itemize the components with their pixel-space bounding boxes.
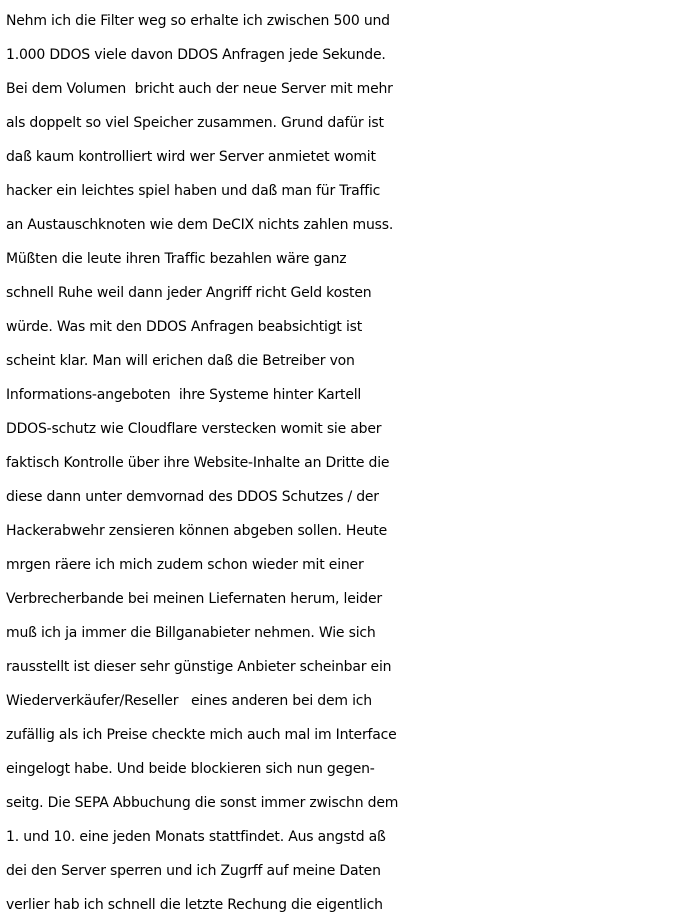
text-line: Bei dem Volumen bricht auch der neue Server mit mehr: [6, 81, 393, 97]
text-line: daß kaum kontrolliert wird wer Server anmietet womit: [6, 149, 376, 165]
text-line: Verbrecherbande bei meinen Liefernaten herum, leider: [6, 591, 382, 607]
text-line: Müßten die leute ihren Traffic bezahlen wäre ganz: [6, 251, 347, 267]
text-line: rausstellt ist dieser sehr günstige Anbieter scheinbar ein: [6, 659, 392, 675]
text-line: faktisch Kontrolle über ihre Website-Inhalte an Dritte die: [6, 455, 390, 471]
text-line: Nehm ich die Filter weg so erhalte ich zwischen 500 und: [6, 13, 390, 29]
text-line: an Austauschknoten wie dem DeCIX nichts zahlen muss.: [6, 217, 394, 233]
text-line: muß ich ja immer die Billganabieter nehmen. Wie sich: [6, 625, 376, 641]
text-line: dei den Server sperren und ich Zugrff auf meine Daten: [6, 863, 381, 879]
text-line: 1.000 DDOS viele davon DDOS Anfragen jede Sekunde.: [6, 47, 386, 63]
text-line: würde. Was mit den DDOS Anfragen beabsichtigt ist: [6, 319, 363, 335]
document-text: [6, 4, 682, 920]
text-line: mrgen räere ich mich zudem schon wieder mit einer: [6, 557, 364, 573]
text-line: diese dann unter demvornad des DDOS Schutzes / der: [6, 489, 379, 505]
text-line: als doppelt so viel Speicher zusammen. Grund dafür ist: [6, 115, 384, 131]
text-line: eingelogt habe. Und beide blockieren sich nun gegen-: [6, 761, 375, 777]
text-line: 1. und 10. eine jeden Monats stattfindet. Aus angstd aß: [6, 829, 386, 845]
text-line: zufällig als ich Preise checkte mich auch mal im Interface: [6, 727, 397, 743]
text-line: Hackerabwehr zensieren können abgeben sollen. Heute: [6, 523, 387, 539]
text-line: seitg. Die SEPA Abbuchung die sonst immer zwischn dem: [6, 795, 399, 811]
text-line: Informations-angeboten ihre Systeme hinter Kartell: [6, 387, 362, 403]
text-line: scheint klar. Man will erichen daß die Betreiber von: [6, 353, 355, 369]
text-line: schnell Ruhe weil dann jeder Angriff richt Geld kosten: [6, 285, 372, 301]
text-line: DDOS-schutz wie Cloudflare verstecken womit sie aber: [6, 421, 382, 437]
text-line: verlier hab ich schnell die letzte Rechung die eigentlich: [6, 897, 383, 913]
text-line: hacker ein leichtes spiel haben und daß man für Traffic: [6, 183, 381, 199]
text-line: Wiederverkäufer/Reseller eines anderen bei dem ich: [6, 693, 372, 709]
